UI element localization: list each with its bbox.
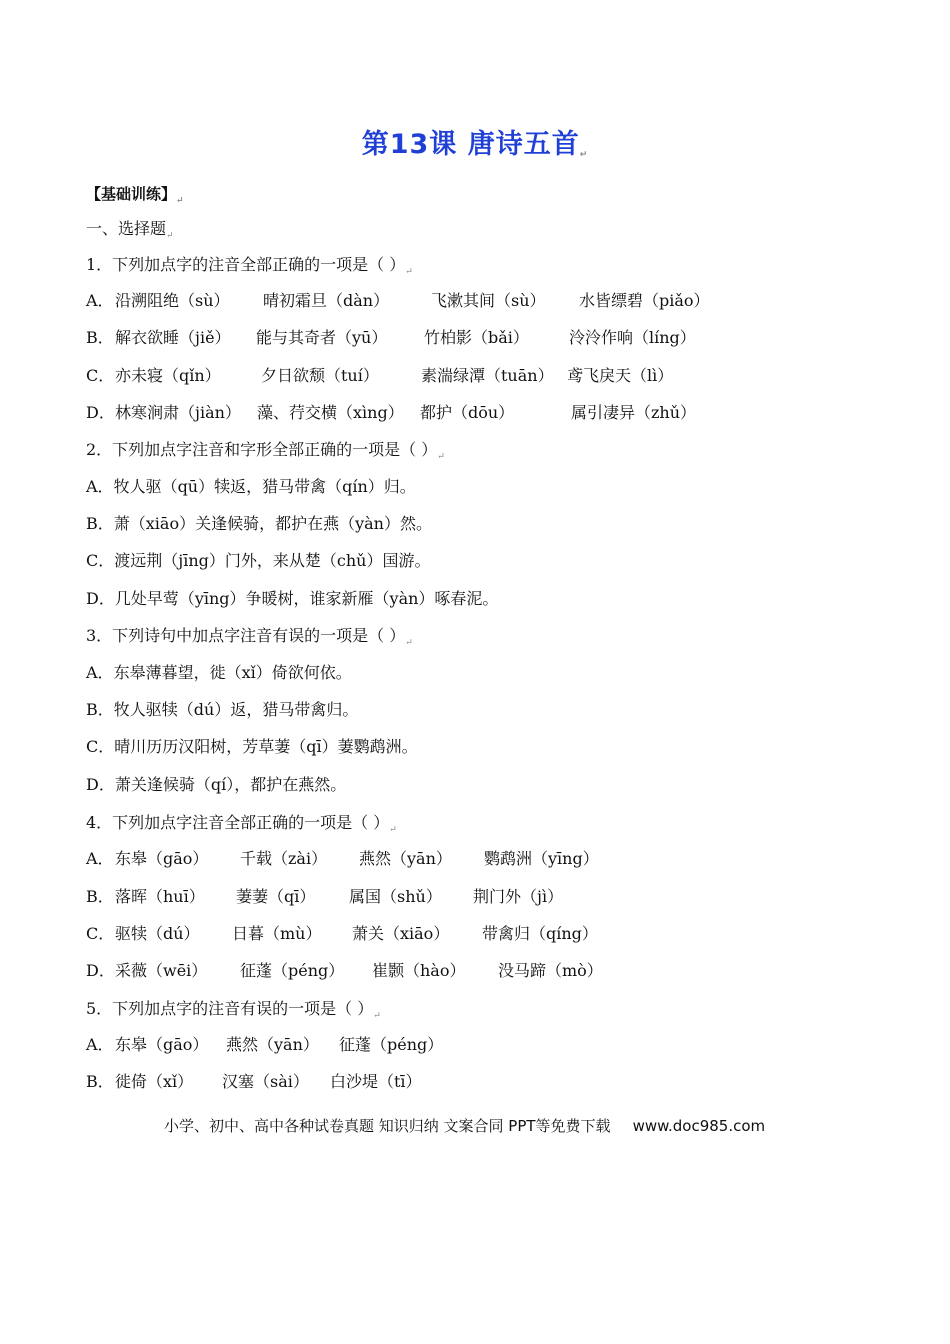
question-2-option-a: A．牧人驱（qū）犊返，猎马带禽（qín）归。: [86, 477, 416, 496]
question-3-option-b: B．牧人驱犊（dú）返，猎马带禽归。: [86, 700, 359, 719]
question-2-option-c: C．渡远荆（jīng）门外，来从楚（chǔ）国游。: [86, 551, 431, 570]
page-footer: [164, 1115, 765, 1136]
footer-text: 小学、初中、高中各种试卷真题 知识归纳 文案合同 PPT等免费下载: [164, 1117, 611, 1135]
section-heading: 【基础训练】$_↵$: [86, 185, 184, 206]
question-3-option-c: C．晴川历历汉阳树，芳草萋（qī）萋鹦鹉洲。: [86, 737, 418, 756]
question-3-stem: 3．下列诗句中加点字注音有误的一项是（ ）$_↵$: [86, 626, 413, 648]
question-3-option-a: A．东皋薄暮望，徙（xǐ）倚欲何依。: [86, 663, 352, 682]
question-3-option-d: D．萧关逢候骑（qí），都护在燕然。: [86, 775, 347, 794]
question-1-stem: 1．下列加点字的注音全部正确的一项是（ ）$_↵$: [86, 255, 413, 277]
question-4-stem: 4．下列加点字注音全部正确的一项是（ ）$_↵$: [86, 813, 397, 835]
question-2-option-b: B．萧（xiāo）关逢候骑，都护在燕（yàn）然。: [86, 514, 432, 533]
part-heading: 一、选择题$_↵$: [86, 219, 174, 241]
question-2-option-d: D．几处早莺（yīng）争暖树，谁家新雁（yàn）啄春泥。: [86, 589, 499, 608]
page-title: 第13课 唐诗五首↵: [361, 129, 589, 160]
question-5-stem: 5．下列加点字的注音有误的一项是（ ）$_↵$: [86, 999, 381, 1021]
question-2-stem: 2．下列加点字注音和字形全部正确的一项是（ ）$_↵$: [86, 440, 445, 462]
footer-site-link[interactable]: www.doc985.com: [632, 1117, 766, 1135]
